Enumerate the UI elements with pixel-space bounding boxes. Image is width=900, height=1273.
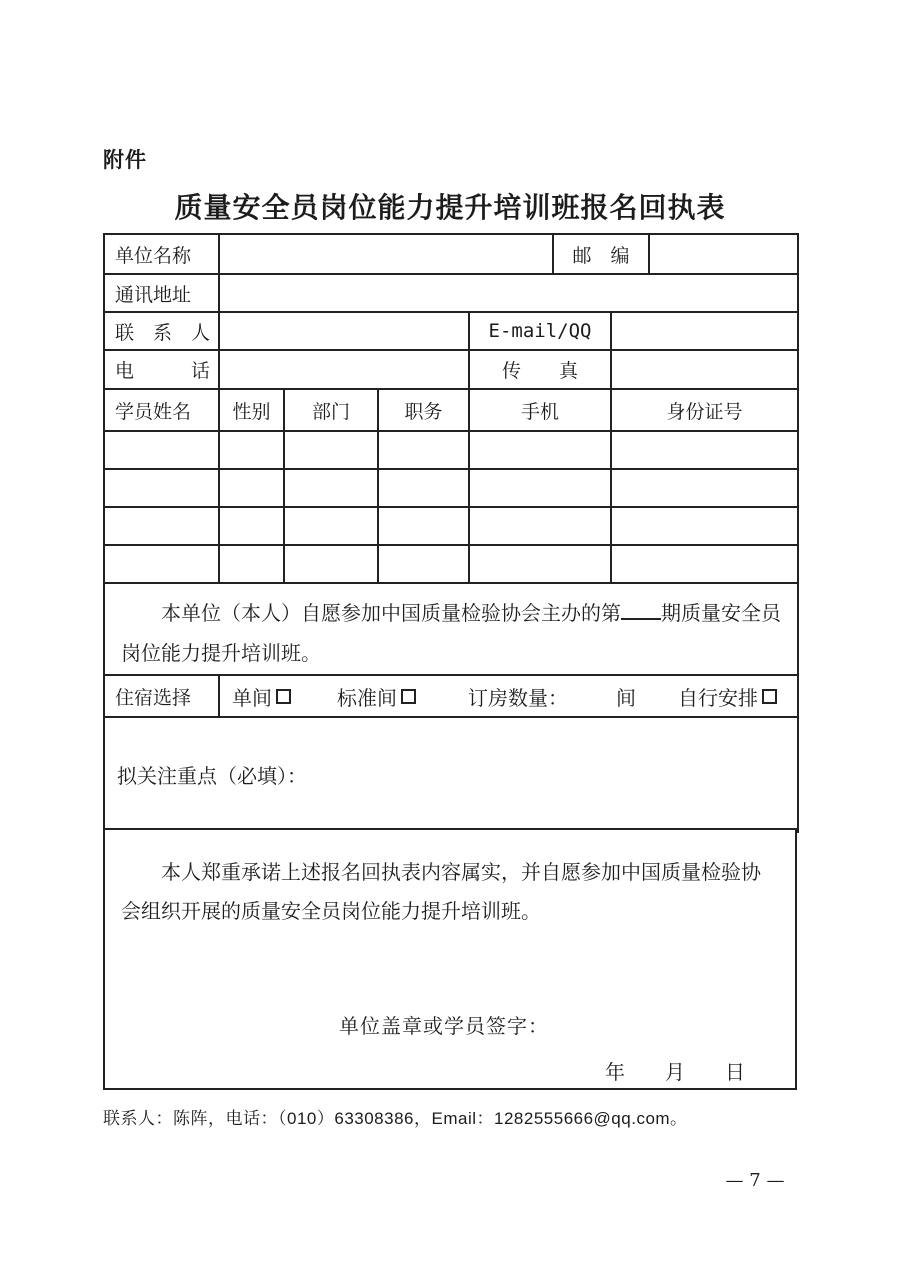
department-header: 部门 (284, 389, 378, 431)
student-cell (378, 431, 469, 469)
focus-label: 拟关注重点（必填）： (117, 766, 307, 788)
postal-code-value-cell (649, 234, 798, 274)
fax-label: 传 真 (469, 350, 611, 389)
email-qq-value-cell (611, 312, 798, 350)
student-cell (219, 431, 284, 469)
lodging-options-cell (219, 675, 798, 717)
student-row (104, 507, 798, 545)
standard-room-checkbox (401, 689, 416, 704)
student-cell (284, 431, 378, 469)
standard-room-label: 标准间 (337, 687, 397, 710)
fax-value-cell (611, 350, 798, 389)
student-cell (104, 545, 219, 583)
booking-qty-label: 订房数量： (468, 687, 568, 710)
student-cell (469, 469, 611, 507)
self-arrange-option (678, 682, 777, 711)
self-arrange-label: 自行安排 (678, 687, 758, 710)
enrollment-text-before: 本单位（本人）自愿参加中国质量检验协会主办的第 (161, 603, 621, 625)
row-unit-name (104, 234, 798, 274)
enrollment-text-after: 期质量安全员岗位能力提升培训班。 (121, 603, 781, 665)
contact-value-cell (219, 312, 469, 350)
email-qq-label: E-mail/QQ (469, 312, 611, 350)
single-room-option (232, 682, 291, 711)
single-room-label: 单间 (232, 687, 272, 710)
student-cell (219, 545, 284, 583)
student-cell (611, 431, 798, 469)
student-cell (378, 507, 469, 545)
student-row (104, 545, 798, 583)
student-cell (611, 507, 798, 545)
unit-name-value-cell (219, 234, 553, 274)
student-cell (469, 431, 611, 469)
student-row (104, 431, 798, 469)
student-cell (611, 469, 798, 507)
postal-code-label: 邮 编 (553, 234, 649, 274)
signature-label: 单位盖章或学员签字： (339, 1016, 549, 1038)
student-cell (284, 469, 378, 507)
date-line: 年 月 日 (605, 1062, 745, 1084)
student-cell (469, 545, 611, 583)
self-arrange-checkbox (762, 689, 777, 704)
student-cell (219, 469, 284, 507)
pledge-section (103, 828, 797, 1090)
phone-label: 电 话 (104, 350, 219, 389)
row-enrollment-statement (104, 583, 798, 675)
student-cell (284, 545, 378, 583)
student-cell (284, 507, 378, 545)
student-row (104, 469, 798, 507)
position-header: 职务 (378, 389, 469, 431)
standard-room-option (337, 682, 416, 711)
student-cell (104, 469, 219, 507)
student-cell (378, 469, 469, 507)
student-cell (104, 431, 219, 469)
unit-name-label: 单位名称 (104, 234, 219, 274)
gender-header: 性别 (219, 389, 284, 431)
student-name-header: 学员姓名 (104, 389, 219, 431)
student-cell (611, 545, 798, 583)
enrollment-statement-cell (104, 583, 798, 675)
row-focus (104, 717, 798, 832)
lodging-label: 住宿选择 (104, 675, 219, 717)
student-cell (378, 545, 469, 583)
student-cell (104, 507, 219, 545)
single-room-checkbox (276, 689, 291, 704)
session-number-blank (621, 616, 661, 620)
address-value-cell (219, 274, 798, 312)
student-cell (219, 507, 284, 545)
pledge-text: 本人郑重承诺上述报名回执表内容属实，并自愿参加中国质量检验协会组织开展的质量安全员岗位能力提升培训班。 (121, 862, 761, 923)
id-number-header: 身份证号 (611, 389, 798, 431)
footer-contact: 联系人：陈阵，电话：（010）63308386，Email：1282555666@qq.com。 (103, 1109, 688, 1128)
row-address (104, 274, 798, 312)
attachment-label: 附件 (103, 149, 147, 172)
page-title: 质量安全员岗位能力提升培训班报名回执表 (174, 192, 726, 223)
phone-value-cell (219, 350, 469, 389)
row-student-headers (104, 389, 798, 431)
enrollment-statement (105, 584, 797, 674)
student-cell (469, 507, 611, 545)
page-number: — 7 — (725, 1170, 785, 1191)
mobile-header: 手机 (469, 389, 611, 431)
row-contact (104, 312, 798, 350)
address-label: 通讯地址 (104, 274, 219, 312)
row-phone (104, 350, 798, 389)
contact-label: 联 系 人 (104, 312, 219, 350)
registration-form-table (103, 233, 799, 833)
qty-unit-label: 间 (616, 687, 636, 710)
focus-cell (104, 717, 798, 832)
row-lodging (104, 675, 798, 717)
